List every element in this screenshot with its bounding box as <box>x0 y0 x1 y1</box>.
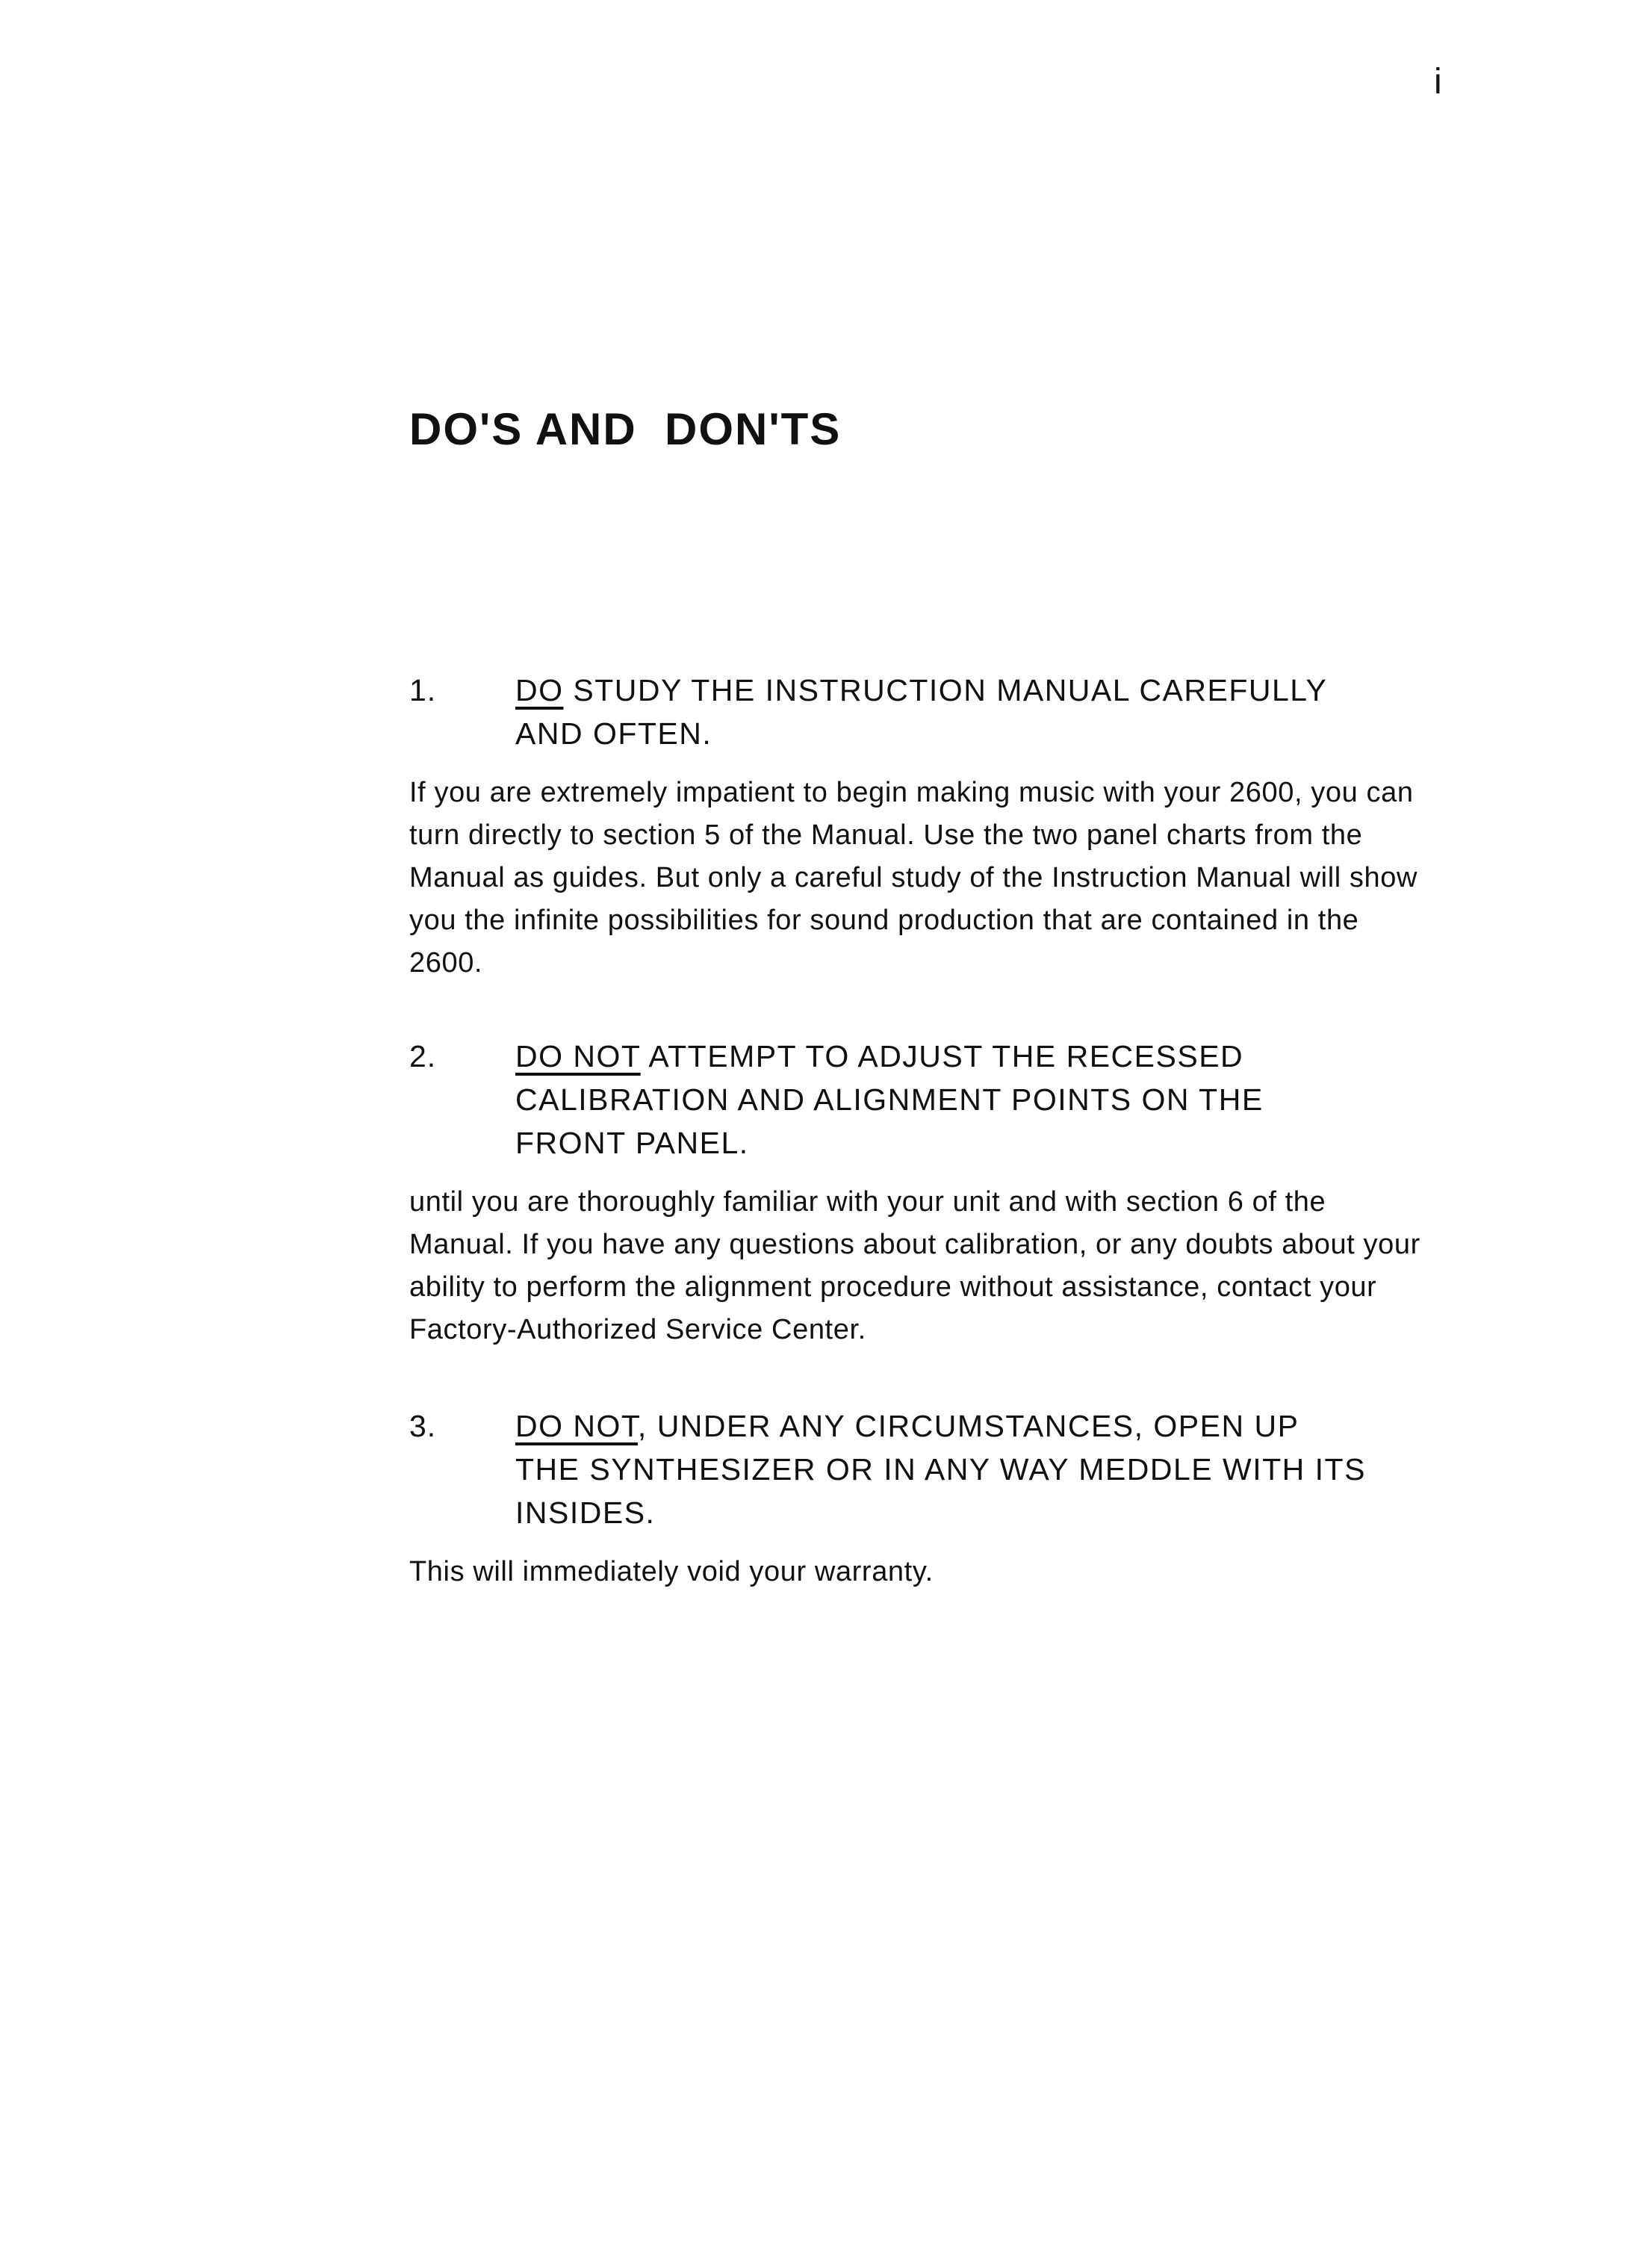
heading-text: STUDY THE INSTRUCTION MANUAL CAREFULLY AND OFTEN. <box>515 673 1327 751</box>
page-title: DO'S AND DON'TS <box>409 404 842 454</box>
item-heading-row <box>409 1404 1440 1534</box>
emphasis-text: DO NOT <box>515 1039 641 1073</box>
item-heading-row <box>409 669 1440 755</box>
list-item <box>409 1404 1440 1593</box>
list-item <box>409 1035 1440 1351</box>
item-heading <box>515 1404 1367 1534</box>
heading-text: ATTEMPT TO ADJUST THE RECESSED CALIBRATION AND ALIGNMENT POINTS ON THE FRONT PANEL. <box>515 1039 1264 1160</box>
item-number: 1. <box>409 673 437 707</box>
page-number: i <box>1434 62 1442 102</box>
item-number: 2. <box>409 1039 437 1073</box>
emphasis-text: DO <box>515 673 564 707</box>
emphasis-text: DO NOT <box>515 1409 638 1443</box>
item-heading <box>515 669 1367 755</box>
item-body: until you are thoroughly familiar with your unit and with section 6 of the Manual. If you have any questions about calibration, or any doubts about your ability to perform the alignment procedure without assistance, contact your Factory-Authorized Service Center. <box>409 1186 1420 1345</box>
item-number: 3. <box>409 1409 437 1443</box>
item-body: If you are extremely impatient to begin making music with your 2600, you can turn directly to section 5 of the Manual. Use the two panel charts from the Manual as guides. But only a careful study of the Instruction Manual will show you the infinite possibilities for sound production that are contained in the 2600. <box>409 777 1418 979</box>
item-heading <box>515 1035 1367 1165</box>
item-heading-row <box>409 1035 1440 1165</box>
item-body: This will immediately void your warranty. <box>409 1556 934 1587</box>
list-item <box>409 669 1440 985</box>
heading-text: , UNDER ANY CIRCUMSTANCES, OPEN UP THE SYNTHESIZER OR IN ANY WAY MEDDLE WITH ITS INSIDES. <box>515 1409 1366 1530</box>
